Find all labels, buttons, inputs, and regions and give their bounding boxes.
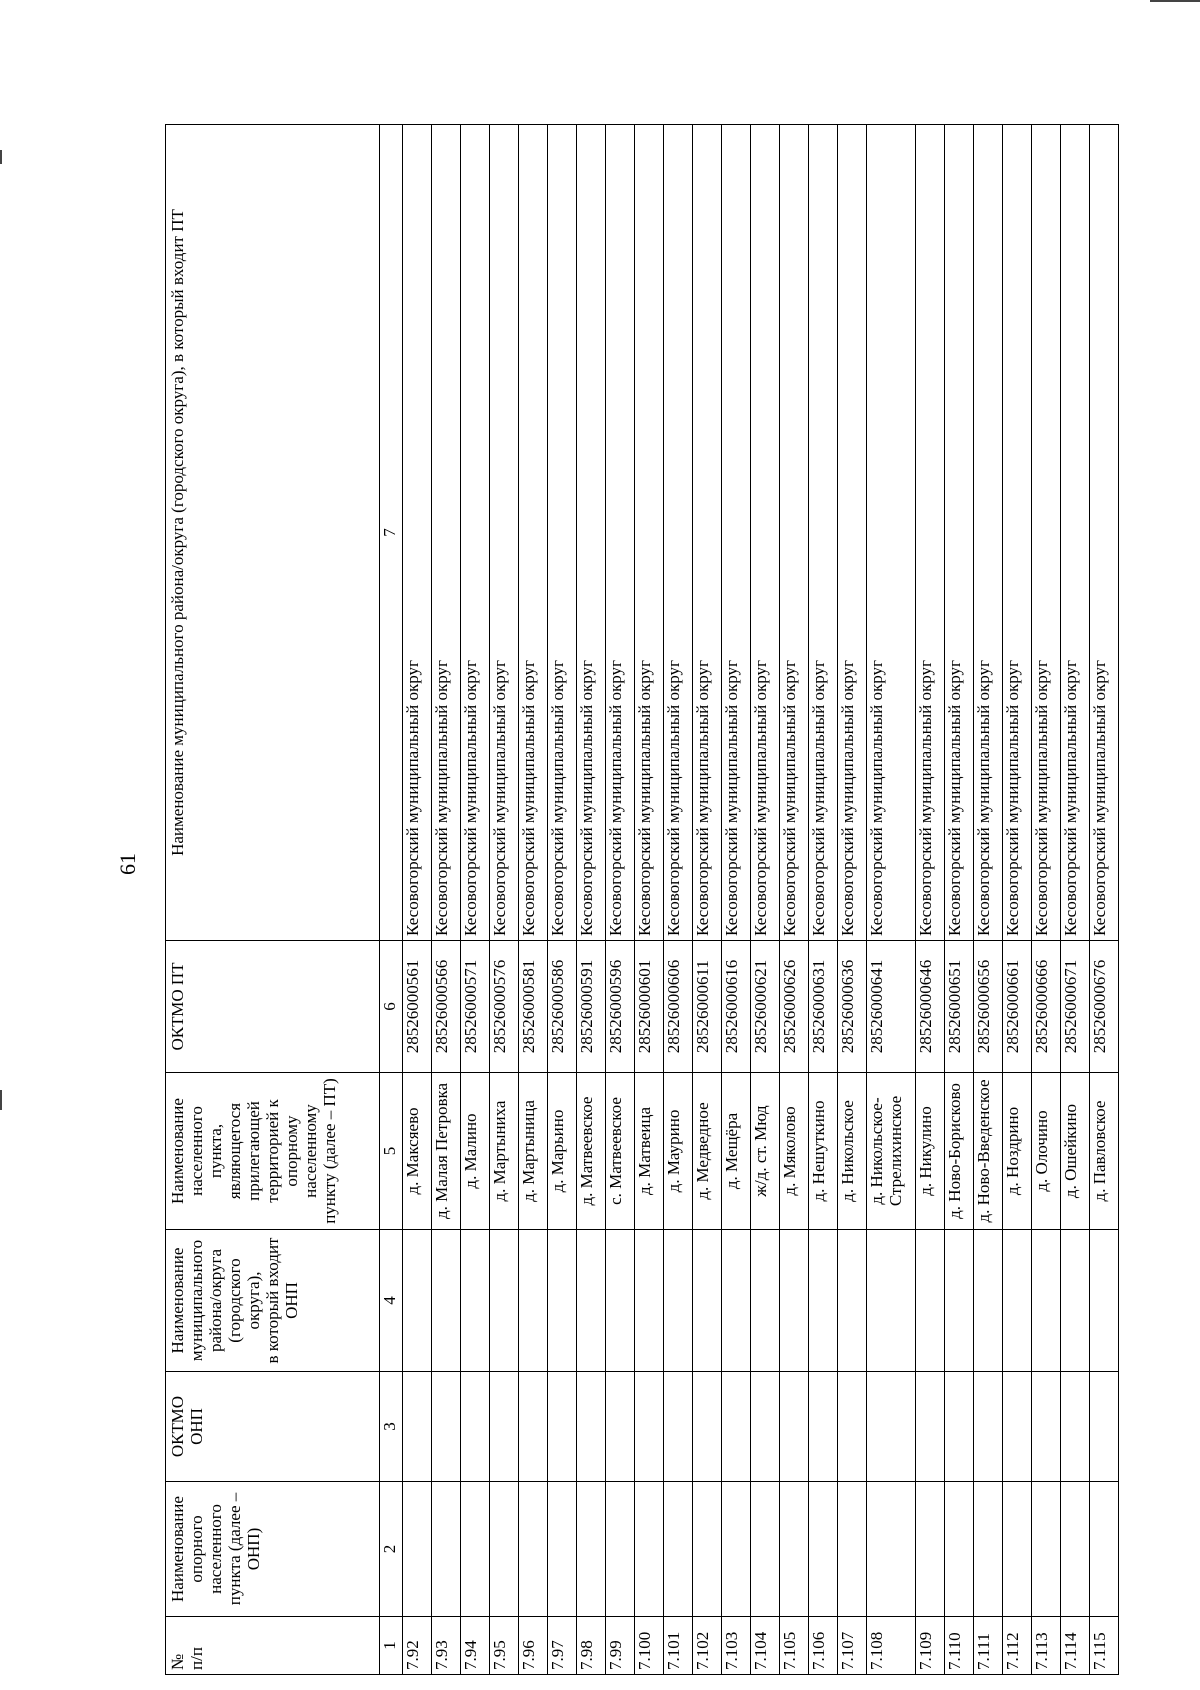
- pt-name-cell: д. Павловское: [1090, 1073, 1119, 1230]
- opn-oktmo-cell: [1061, 1372, 1090, 1482]
- pt-district-cell: Кесовогорский муниципальный округ: [1090, 125, 1119, 941]
- pt-name-cell: д. Никулино: [916, 1073, 945, 1230]
- row-number: 7.110: [945, 1617, 974, 1675]
- row-number: 7.107: [838, 1617, 867, 1675]
- column-number: 7: [380, 125, 403, 941]
- row-number: 7.112: [1003, 1617, 1032, 1675]
- opn-name-cell: [1003, 1482, 1032, 1617]
- opn-oktmo-cell: [664, 1372, 693, 1482]
- table-row: [916, 125, 945, 1675]
- opn-name-cell: [432, 1482, 461, 1617]
- pt-name-cell: д. Матвеевское: [577, 1073, 606, 1230]
- opn-district-cell: [1090, 1230, 1119, 1372]
- header-cell: Наименование муниципального района/округа (городского округа), в который входит ОНП: [166, 1230, 380, 1372]
- opn-oktmo-cell: [490, 1372, 519, 1482]
- opn-oktmo-cell: [838, 1372, 867, 1482]
- table-row: [1003, 125, 1032, 1675]
- table-row: [722, 125, 751, 1675]
- opn-district-cell: [867, 1230, 916, 1372]
- header-row: [166, 125, 380, 1675]
- row-number: 7.93: [432, 1617, 461, 1675]
- row-number: 7.109: [916, 1617, 945, 1675]
- opn-oktmo-cell: [945, 1372, 974, 1482]
- pt-name-cell: д. Максяево: [403, 1073, 432, 1230]
- pt-name-cell: д. Никольское: [838, 1073, 867, 1230]
- opn-name-cell: [693, 1482, 722, 1617]
- pt-name-cell: д. Медведное: [693, 1073, 722, 1230]
- pt-district-cell: Кесовогорский муниципальный округ: [664, 125, 693, 941]
- pt-name-cell: д. Ноздрино: [1003, 1073, 1032, 1230]
- opn-name-cell: [974, 1482, 1003, 1617]
- opn-oktmo-cell: [1090, 1372, 1119, 1482]
- row-number: 7.97: [548, 1617, 577, 1675]
- opn-oktmo-cell: [916, 1372, 945, 1482]
- row-number: 7.92: [403, 1617, 432, 1675]
- pt-name-cell: д. Малая Петровка: [432, 1073, 461, 1230]
- pt-oktmo-cell: 28526000646: [916, 941, 945, 1073]
- table-row: [548, 125, 577, 1675]
- opn-district-cell: [461, 1230, 490, 1372]
- header-cell: Наименование муниципального района/округа (городского округа), в который входит ПТ: [166, 125, 380, 941]
- row-number: 7.102: [693, 1617, 722, 1675]
- row-number: 7.94: [461, 1617, 490, 1675]
- opn-oktmo-cell: [974, 1372, 1003, 1482]
- opn-district-cell: [974, 1230, 1003, 1372]
- pt-district-cell: Кесовогорский муниципальный округ: [809, 125, 838, 941]
- opn-district-cell: [403, 1230, 432, 1372]
- header-cell: Наименование опорного населенного пункта (далее – ОНП): [166, 1482, 380, 1617]
- opn-district-cell: [1032, 1230, 1061, 1372]
- opn-name-cell: [751, 1482, 780, 1617]
- pt-district-cell: Кесовогорский муниципальный округ: [945, 125, 974, 941]
- pt-name-cell: д. Ново-Введенское: [974, 1073, 1003, 1230]
- pt-name-cell: д. Малино: [461, 1073, 490, 1230]
- pt-oktmo-cell: 28526000576: [490, 941, 519, 1073]
- opn-oktmo-cell: [780, 1372, 809, 1482]
- table-row: [809, 125, 838, 1675]
- opn-district-cell: [664, 1230, 693, 1372]
- column-number: 4: [380, 1230, 403, 1372]
- opn-district-cell: [809, 1230, 838, 1372]
- pt-name-cell: д. Нешуткино: [809, 1073, 838, 1230]
- opn-name-cell: [780, 1482, 809, 1617]
- column-number: 3: [380, 1372, 403, 1482]
- opn-district-cell: [519, 1230, 548, 1372]
- pt-oktmo-cell: 28526000666: [1032, 941, 1061, 1073]
- pt-oktmo-cell: 28526000661: [1003, 941, 1032, 1073]
- table-row: [867, 125, 916, 1675]
- opn-name-cell: [577, 1482, 606, 1617]
- opn-district-cell: [432, 1230, 461, 1372]
- opn-name-cell: [664, 1482, 693, 1617]
- column-number: 1: [380, 1617, 403, 1675]
- opn-name-cell: [809, 1482, 838, 1617]
- table-row: [838, 125, 867, 1675]
- table-row: [780, 125, 809, 1675]
- pt-district-cell: Кесовогорский муниципальный округ: [519, 125, 548, 941]
- header-cell: № п/п: [166, 1617, 380, 1675]
- opn-name-cell: [945, 1482, 974, 1617]
- pt-district-cell: Кесовогорский муниципальный округ: [974, 125, 1003, 941]
- opn-name-cell: [722, 1482, 751, 1617]
- row-number: 7.111: [974, 1617, 1003, 1675]
- table-row: [945, 125, 974, 1675]
- scan-edge-mark-top: [1150, 0, 1200, 2]
- opn-district-cell: [916, 1230, 945, 1372]
- pt-district-cell: Кесовогорский муниципальный округ: [693, 125, 722, 941]
- column-number-row: [380, 125, 403, 1675]
- column-number: 2: [380, 1482, 403, 1617]
- table-row: [751, 125, 780, 1675]
- pt-name-cell: д. Матвеица: [635, 1073, 664, 1230]
- pt-name-cell: д. Олочино: [1032, 1073, 1061, 1230]
- row-number: 7.101: [664, 1617, 693, 1675]
- pt-district-cell: Кесовогорский муниципальный округ: [635, 125, 664, 941]
- pt-oktmo-cell: 28526000601: [635, 941, 664, 1073]
- pt-oktmo-cell: 28526000636: [838, 941, 867, 1073]
- table-row: [664, 125, 693, 1675]
- opn-oktmo-cell: [461, 1372, 490, 1482]
- pt-oktmo-cell: 28526000571: [461, 941, 490, 1073]
- opn-oktmo-cell: [1032, 1372, 1061, 1482]
- row-number: 7.103: [722, 1617, 751, 1675]
- pt-district-cell: Кесовогорский муниципальный округ: [577, 125, 606, 941]
- opn-district-cell: [1061, 1230, 1090, 1372]
- pt-oktmo-cell: 28526000566: [432, 941, 461, 1073]
- pt-oktmo-cell: 28526000581: [519, 941, 548, 1073]
- table-row: [519, 125, 548, 1675]
- table-row: [635, 125, 664, 1675]
- pt-district-cell: Кесовогорский муниципальный округ: [548, 125, 577, 941]
- opn-oktmo-cell: [548, 1372, 577, 1482]
- opn-name-cell: [838, 1482, 867, 1617]
- opn-name-cell: [461, 1482, 490, 1617]
- pt-name-cell: д. Мартыниха: [490, 1073, 519, 1230]
- opn-name-cell: [548, 1482, 577, 1617]
- opn-name-cell: [867, 1482, 916, 1617]
- opn-name-cell: [490, 1482, 519, 1617]
- pt-district-cell: Кесовогорский муниципальный округ: [751, 125, 780, 941]
- pt-district-cell: Кесовогорский муниципальный округ: [432, 125, 461, 941]
- pt-name-cell: д. Ошейкино: [1061, 1073, 1090, 1230]
- opn-oktmo-cell: [693, 1372, 722, 1482]
- column-number: 5: [380, 1073, 403, 1230]
- pt-oktmo-cell: 28526000596: [606, 941, 635, 1073]
- opn-name-cell: [403, 1482, 432, 1617]
- pt-oktmo-cell: 28526000611: [693, 941, 722, 1073]
- opn-district-cell: [838, 1230, 867, 1372]
- opn-name-cell: [519, 1482, 548, 1617]
- scan-edge-mark-left-2: [0, 1090, 2, 1110]
- opn-oktmo-cell: [403, 1372, 432, 1482]
- opn-oktmo-cell: [722, 1372, 751, 1482]
- pt-name-cell: д. Маурино: [664, 1073, 693, 1230]
- row-number: 7.108: [867, 1617, 916, 1675]
- pt-oktmo-cell: 28526000606: [664, 941, 693, 1073]
- pt-district-cell: Кесовогорский муниципальный округ: [867, 125, 916, 941]
- page-number: 61: [115, 853, 140, 875]
- opn-district-cell: [606, 1230, 635, 1372]
- table-row: [606, 125, 635, 1675]
- pt-name-cell: д. Ново-Борисково: [945, 1073, 974, 1230]
- opn-district-cell: [577, 1230, 606, 1372]
- pt-district-cell: Кесовогорский муниципальный округ: [403, 125, 432, 941]
- pt-oktmo-cell: 28526000616: [722, 941, 751, 1073]
- pt-oktmo-cell: 28526000651: [945, 941, 974, 1073]
- opn-oktmo-cell: [635, 1372, 664, 1482]
- row-number: 7.96: [519, 1617, 548, 1675]
- pt-district-cell: Кесовогорский муниципальный округ: [1032, 125, 1061, 941]
- row-number: 7.114: [1061, 1617, 1090, 1675]
- pt-name-cell: д. Никольское- Стрелихинское: [867, 1073, 916, 1230]
- pt-oktmo-cell: 28526000676: [1090, 941, 1119, 1073]
- opn-district-cell: [548, 1230, 577, 1372]
- opn-oktmo-cell: [606, 1372, 635, 1482]
- opn-district-cell: [1003, 1230, 1032, 1372]
- opn-district-cell: [751, 1230, 780, 1372]
- pt-oktmo-cell: 28526000561: [403, 941, 432, 1073]
- opn-name-cell: [916, 1482, 945, 1617]
- row-number: 7.95: [490, 1617, 519, 1675]
- pt-name-cell: с. Матвеевское: [606, 1073, 635, 1230]
- opn-oktmo-cell: [432, 1372, 461, 1482]
- pt-district-cell: Кесовогорский муниципальный округ: [461, 125, 490, 941]
- opn-district-cell: [693, 1230, 722, 1372]
- table-row: [432, 125, 461, 1675]
- opn-oktmo-cell: [1003, 1372, 1032, 1482]
- pt-district-cell: Кесовогорский муниципальный округ: [780, 125, 809, 941]
- row-number: 7.113: [1032, 1617, 1061, 1675]
- table-row: [461, 125, 490, 1675]
- scan-edge-mark-left: [0, 150, 2, 164]
- pt-district-cell: Кесовогорский муниципальный округ: [838, 125, 867, 941]
- header-cell: ОКТМО ПТ: [166, 941, 380, 1073]
- opn-district-cell: [780, 1230, 809, 1372]
- pt-district-cell: Кесовогорский муниципальный округ: [722, 125, 751, 941]
- table-row: [577, 125, 606, 1675]
- table-row: [490, 125, 519, 1675]
- row-number: 7.99: [606, 1617, 635, 1675]
- pt-oktmo-cell: 28526000621: [751, 941, 780, 1073]
- column-number: 6: [380, 941, 403, 1073]
- opn-oktmo-cell: [751, 1372, 780, 1482]
- pt-oktmo-cell: 28526000671: [1061, 941, 1090, 1073]
- pt-district-cell: Кесовогорский муниципальный округ: [606, 125, 635, 941]
- opn-name-cell: [635, 1482, 664, 1617]
- row-number: 7.98: [577, 1617, 606, 1675]
- pt-oktmo-cell: 28526000626: [780, 941, 809, 1073]
- opn-district-cell: [635, 1230, 664, 1372]
- pt-oktmo-cell: 28526000631: [809, 941, 838, 1073]
- pt-name-cell: д. Мартыница: [519, 1073, 548, 1230]
- opn-district-cell: [490, 1230, 519, 1372]
- pt-oktmo-cell: 28526000641: [867, 941, 916, 1073]
- pt-name-cell: д. Мяколово: [780, 1073, 809, 1230]
- table-row: [1090, 125, 1119, 1675]
- rotated-table-area: [165, 125, 1109, 1675]
- pt-district-cell: Кесовогорский муниципальный округ: [916, 125, 945, 941]
- opn-name-cell: [606, 1482, 635, 1617]
- pt-district-cell: Кесовогорский муниципальный округ: [490, 125, 519, 941]
- opn-district-cell: [722, 1230, 751, 1372]
- opn-oktmo-cell: [809, 1372, 838, 1482]
- opn-district-cell: [945, 1230, 974, 1372]
- pt-name-cell: ж/д. ст. Мюд: [751, 1073, 780, 1230]
- table-row: [693, 125, 722, 1675]
- header-cell: ОКТМО ОНП: [166, 1372, 380, 1482]
- table-row: [403, 125, 432, 1675]
- opn-oktmo-cell: [577, 1372, 606, 1482]
- row-number: 7.115: [1090, 1617, 1119, 1675]
- pt-oktmo-cell: 28526000656: [974, 941, 1003, 1073]
- row-number: 7.105: [780, 1617, 809, 1675]
- pt-name-cell: д. Марьино: [548, 1073, 577, 1230]
- table-row: [1061, 125, 1090, 1675]
- table-row: [1032, 125, 1061, 1675]
- table-row: [974, 125, 1003, 1675]
- pt-name-cell: д. Мещёра: [722, 1073, 751, 1230]
- row-number: 7.100: [635, 1617, 664, 1675]
- opn-oktmo-cell: [519, 1372, 548, 1482]
- pt-district-cell: Кесовогорский муниципальный округ: [1061, 125, 1090, 941]
- opn-name-cell: [1090, 1482, 1119, 1617]
- opn-name-cell: [1032, 1482, 1061, 1617]
- opn-oktmo-cell: [867, 1372, 916, 1482]
- row-number: 7.106: [809, 1617, 838, 1675]
- pt-oktmo-cell: 28526000586: [548, 941, 577, 1073]
- header-cell: Наименование населенного пункта, являющегося прилегающей территорией к опорному населенному пункту (далее – ПТ): [166, 1073, 380, 1230]
- row-number: 7.104: [751, 1617, 780, 1675]
- pt-oktmo-cell: 28526000591: [577, 941, 606, 1073]
- pt-district-cell: Кесовогорский муниципальный округ: [1003, 125, 1032, 941]
- opn-name-cell: [1061, 1482, 1090, 1617]
- settlements-table: [165, 124, 1119, 1675]
